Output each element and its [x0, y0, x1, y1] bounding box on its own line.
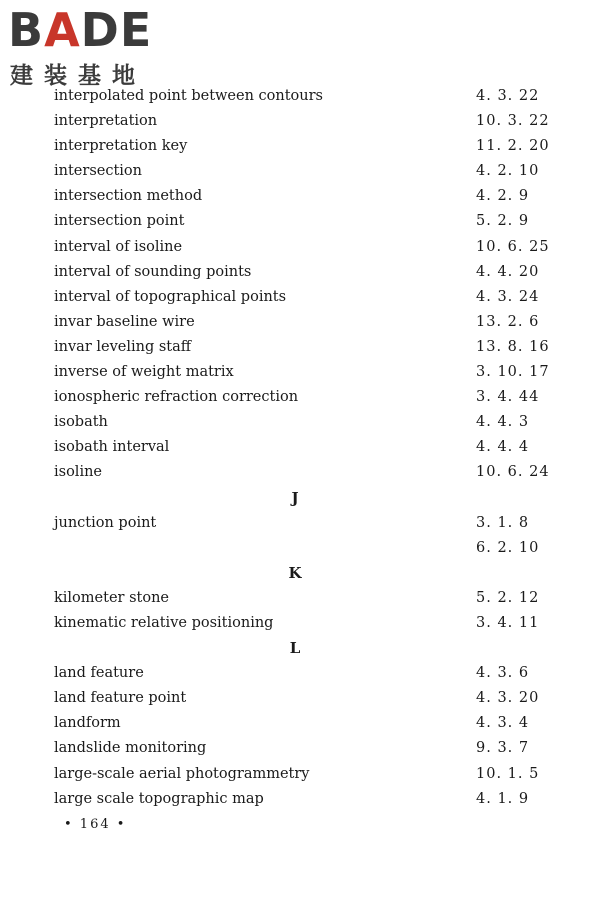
index-term: kinematic relative positioning	[54, 614, 274, 631]
section-reference: 9. 3. 7	[476, 740, 530, 757]
section-reference: 3. 4. 11	[476, 614, 540, 631]
index-term: land feature	[54, 665, 144, 682]
index-term: land feature point	[54, 690, 187, 707]
index-entry-row	[0, 460, 600, 485]
index-term: intersection	[54, 163, 142, 180]
index-term: landform	[54, 715, 121, 732]
section-reference: 3. 1. 8	[476, 514, 530, 531]
index-term: isoline	[54, 464, 103, 481]
index-entry-row	[0, 159, 600, 184]
index-term: interval of topographical points	[54, 288, 287, 305]
section-reference: 13. 2. 6	[476, 313, 540, 330]
section-letter-row	[0, 561, 600, 586]
index-entry-row	[0, 410, 600, 435]
index-entry-row	[0, 84, 600, 109]
index-entry-row	[0, 661, 600, 686]
section-reference: 11. 2. 20	[476, 138, 550, 155]
index-entry-row	[0, 184, 600, 209]
index-term: isobath	[54, 414, 108, 431]
index-entry-row	[0, 511, 600, 536]
section-reference: 4. 3. 24	[476, 288, 540, 305]
section-reference: 4. 1. 9	[476, 790, 530, 807]
section-reference: 3. 10. 17	[476, 364, 550, 381]
section-reference: 6. 2. 10	[476, 539, 540, 556]
index-term: large-scale aerial photogrammetry	[54, 765, 310, 782]
index-entry-row	[0, 260, 600, 285]
index-entry-row	[0, 235, 600, 260]
bade-logo	[8, 4, 178, 90]
index-term: large scale topographic map	[54, 790, 264, 807]
index-term: intersection point	[54, 213, 185, 230]
section-letter-row	[0, 636, 600, 661]
index-entry-row	[0, 787, 600, 812]
index-entry-row	[0, 385, 600, 410]
section-reference: 10. 1. 5	[476, 765, 540, 782]
logo-wordmark: BADE	[8, 3, 153, 57]
section-reference: 10. 6. 24	[476, 464, 550, 481]
index-term: kilometer stone	[54, 589, 169, 606]
index-term: inverse of weight matrix	[54, 364, 234, 381]
section-reference: 4. 3. 4	[476, 715, 530, 732]
index-entry-row	[0, 310, 600, 335]
section-letter-heading: L	[289, 639, 301, 658]
section-reference: 4. 4. 20	[476, 263, 540, 280]
index-term: interval of sounding points	[54, 263, 252, 280]
section-reference: 10. 3. 22	[476, 113, 550, 130]
index-entry-row	[0, 109, 600, 134]
index-term: interval of isoline	[54, 238, 183, 255]
section-reference: 5. 2. 9	[476, 213, 530, 230]
section-reference: 3. 4. 44	[476, 389, 540, 406]
page-number: • 164 •	[64, 817, 127, 832]
index-entry-row	[0, 360, 600, 385]
index-term: ionospheric refraction correction	[54, 389, 299, 406]
index-entry-row	[0, 686, 600, 711]
section-reference: 4. 2. 9	[476, 188, 530, 205]
index-entries	[0, 84, 600, 812]
section-reference: 4. 4. 4	[476, 439, 530, 456]
index-term: interpretation	[54, 113, 158, 130]
section-letter-heading: J	[291, 488, 299, 507]
section-reference: 13. 8. 16	[476, 338, 550, 355]
index-entry-row	[0, 134, 600, 159]
index-entry-row	[0, 209, 600, 234]
index-entry-row	[0, 586, 600, 611]
index-term: junction point	[54, 514, 157, 531]
index-entry-row	[0, 435, 600, 460]
section-reference: 4. 3. 6	[476, 665, 530, 682]
logo-subtitle: 建装基地	[10, 63, 146, 89]
index-entry-row	[0, 536, 600, 561]
index-entry-row	[0, 285, 600, 310]
section-reference: 4. 4. 3	[476, 414, 530, 431]
index-term: invar leveling staff	[54, 338, 192, 355]
index-entry-row	[0, 335, 600, 360]
section-reference: 4. 2. 10	[476, 163, 540, 180]
section-reference: 4. 3. 22	[476, 88, 540, 104]
section-letter-row	[0, 486, 600, 511]
index-term: invar baseline wire	[54, 313, 195, 330]
index-term: isobath interval	[54, 439, 170, 456]
index-entry-row	[0, 711, 600, 736]
index-term: interpolated point between contours	[54, 88, 324, 104]
index-entry-row	[0, 762, 600, 787]
section-reference: 4. 3. 20	[476, 690, 540, 707]
index-entry-row	[0, 736, 600, 761]
index-entry-row	[0, 611, 600, 636]
section-reference: 5. 2. 12	[476, 589, 540, 606]
index-term: landslide monitoring	[54, 740, 207, 757]
section-letter-heading: K	[288, 563, 302, 582]
index-term: intersection method	[54, 188, 203, 205]
section-reference: 10. 6. 25	[476, 238, 550, 255]
index-term: interpretation key	[54, 138, 188, 155]
